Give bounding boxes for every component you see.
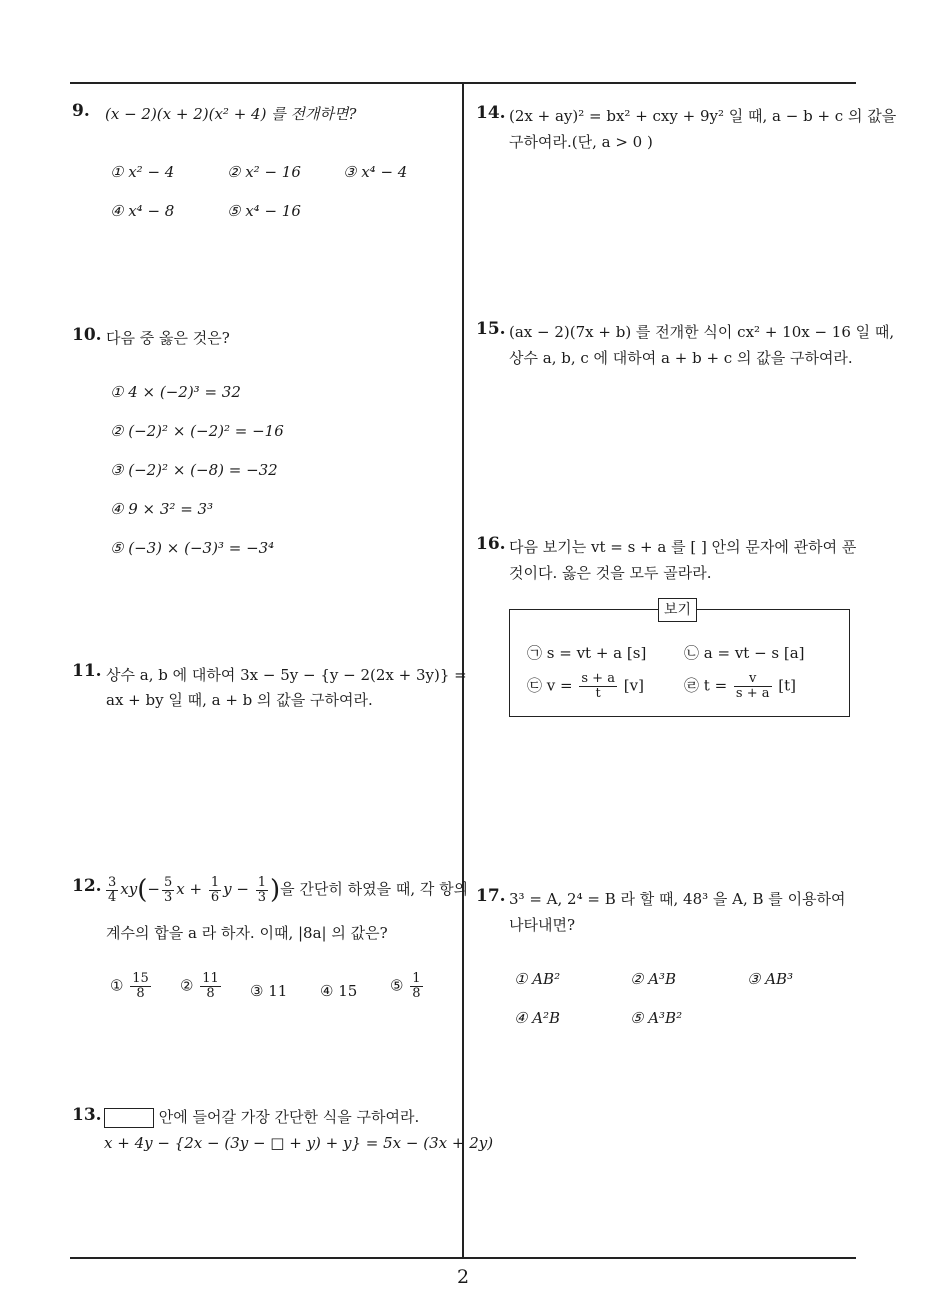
choice-4[interactable]: ④ x⁴ − 8 xyxy=(110,202,175,220)
question-text-line1: 안에 들어갈 가장 간단한 식을 구하여라. xyxy=(104,1106,419,1128)
question-text-line1: (ax − 2)(7x + b) 를 전개한 식이 cx² + 10x − 16 일 때, xyxy=(509,323,895,341)
question-text-line1: 다음 보기는 vt = s + a 를 [ ] 안의 문자에 관하여 푼 xyxy=(509,538,857,556)
choice-4[interactable]: ④ 9 × 3² = 3³ xyxy=(110,500,214,518)
bogi-box xyxy=(509,602,850,717)
question-number: 9. xyxy=(72,101,90,121)
question-number: 14. xyxy=(476,103,506,123)
question-text: (x − 2)(x + 2)(x² + 4) 를 전개하면? xyxy=(105,105,357,123)
choice-4[interactable]: ④ A²B xyxy=(514,1009,561,1027)
question-number: 17. xyxy=(476,886,506,906)
choice-1[interactable]: ① AB² xyxy=(514,970,561,988)
question-number: 12. xyxy=(72,876,102,896)
fraction: $\frac{1}{3}$ xyxy=(257,874,266,905)
question-text-line2: 나타내면? xyxy=(509,916,576,934)
choice-4[interactable]: ④ 15 xyxy=(320,982,358,1000)
choice-2[interactable]: ② (−2)² × (−2)² = −16 xyxy=(110,422,284,440)
blank-box[interactable] xyxy=(104,1108,154,1128)
choice-5[interactable]: ⑤ $\frac{1}{8}$ xyxy=(390,971,421,1001)
question-text-line2: ax + by 일 때, a + b 의 값을 구하여라. xyxy=(106,691,373,709)
choice-5[interactable]: ⑤ x⁴ − 16 xyxy=(227,202,301,220)
bogi-item-1: ㉠ s = vt + a [s] xyxy=(527,644,647,662)
choice-1[interactable]: ① x² − 4 xyxy=(110,163,175,181)
question-text: 다음 중 옳은 것은? xyxy=(106,329,230,347)
question-text-line1: 상수 a, b 에 대하여 3x − 5y − {y − 2(2x + 3y)} = xyxy=(106,666,467,684)
question-text-line2: 것이다. 옳은 것을 모두 골라라. xyxy=(509,564,712,582)
question-text-line2: 상수 a, b, c 에 대하여 a + b + c 의 값을 구하여라. xyxy=(509,349,853,367)
question-number: 13. xyxy=(72,1105,102,1125)
bogi-title: 보기 xyxy=(658,598,697,622)
bogi-item-4: ㉣ t = $\frac{v}{s + a}$ [t] xyxy=(684,671,797,701)
choice-3[interactable]: ③ (−2)² × (−8) = −32 xyxy=(110,461,278,479)
question-text-line2: 계수의 합을 a 라 하자. 이때, |8a| 의 값은? xyxy=(106,924,388,942)
question-number: 15. xyxy=(476,319,506,339)
choice-3[interactable]: ③ AB³ xyxy=(747,970,794,988)
choice-1[interactable]: ① $\frac{15}{8}$ xyxy=(110,971,149,1001)
bogi-item-3: ㉢ v = $\frac{s + a}{t}$ [v] xyxy=(527,671,644,701)
bogi-item-2: ㉡ a = vt − s [a] xyxy=(684,644,805,662)
choice-3[interactable]: ③ x⁴ − 4 xyxy=(343,163,408,181)
choice-2[interactable]: ② A³B xyxy=(630,970,677,988)
question-text-line2: x + 4y − {2x − (3y − □ + y) + y} = 5x − (3x + 2y) xyxy=(104,1134,494,1152)
choice-5[interactable]: ⑤ A³B² xyxy=(630,1009,683,1027)
choice-5[interactable]: ⑤ (−3) × (−3)³ = −3⁴ xyxy=(110,539,275,557)
fraction: $\frac{5}{3}$ xyxy=(163,874,173,905)
question-text-line1: (2x + ay)² = bx² + cxy + 9y² 일 때, a − b + c 의 값을 xyxy=(509,107,897,125)
fraction: $\frac{1}{6}$ xyxy=(210,874,220,905)
question-number: 11. xyxy=(72,661,102,681)
question-text-line1: 3³ = A, 2⁴ = B 라 할 때, 48³ 을 A, B 를 이용하여 xyxy=(509,890,846,908)
question-number: 16. xyxy=(476,534,506,554)
question-number: 10. xyxy=(72,325,102,345)
choice-2[interactable]: ② x² − 16 xyxy=(227,163,301,181)
fraction: $\frac{3}{4}$ xyxy=(108,874,117,905)
question-text-line2: 구하여라.(단, a > 0 ) xyxy=(509,133,653,151)
question-expression: $\frac{3}{4}$ xy(− $\frac{5}{3}$ x + $\frac{1}{6}$ y − $\frac{1}{3}$ )을 간단히 하였을 때, 각 항의 xyxy=(108,874,469,905)
bottom-rule xyxy=(70,1257,856,1259)
choice-2[interactable]: ② $\frac{11}{8}$ xyxy=(180,971,219,1001)
page-number: 2 xyxy=(456,1266,470,1288)
choice-1[interactable]: ① 4 × (−2)³ = 32 xyxy=(110,383,241,401)
choice-3[interactable]: ③ 11 xyxy=(250,982,288,1000)
